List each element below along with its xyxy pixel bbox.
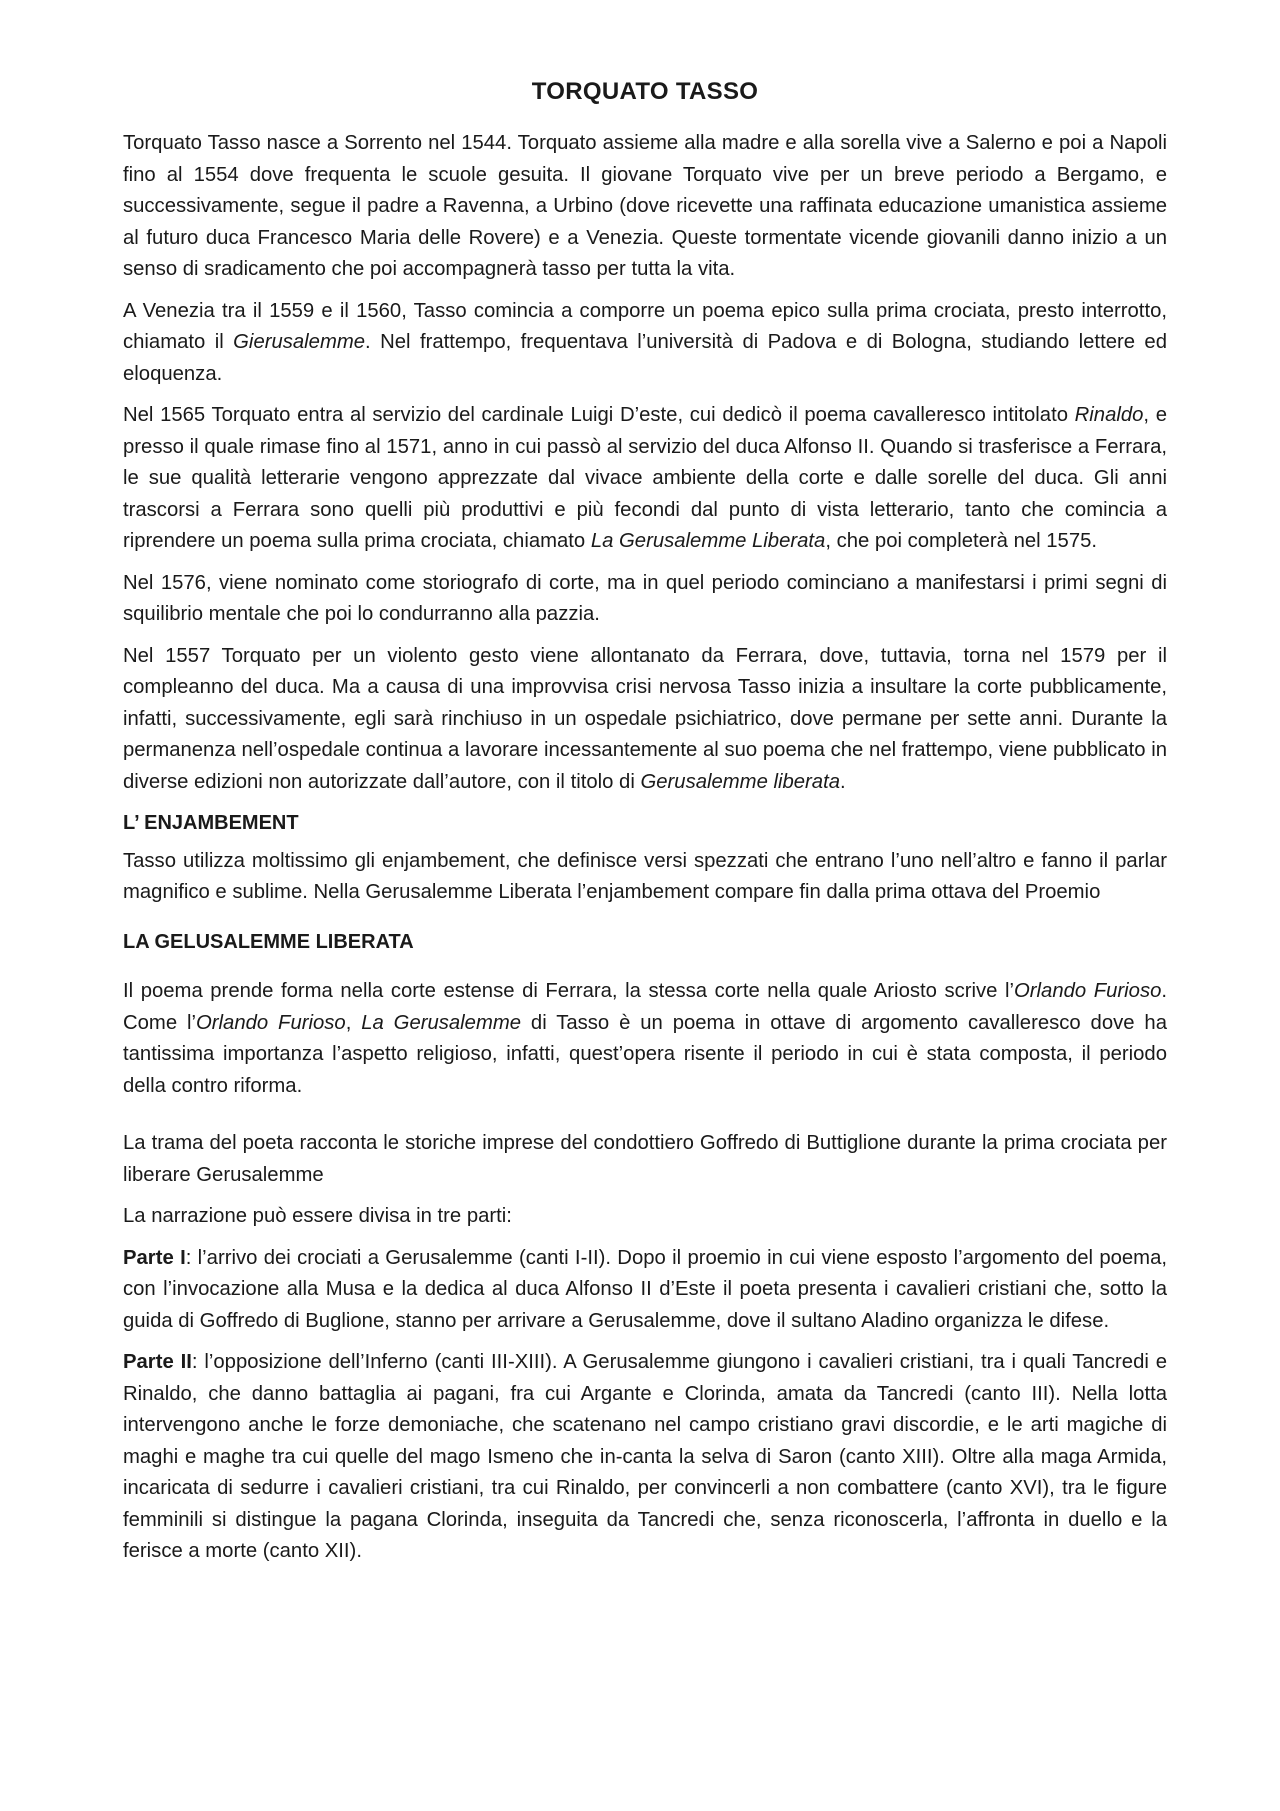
- paragraph-biography-youth: Torquato Tasso nasce a Sorrento nel 1544. Torquato assieme alla madre e alla sorella vive a Salerno e poi a Napoli fino al 1554 dove frequenta le scuole gesuita. Il giovane Torquato vive per un breve periodo a Bergamo, e successivamente, segue il padre a Ravenna, a Urbino (dove ricevette una raffinata educazione umanistica assieme al futuro duca Francesco Maria delle Rovere) e a Venezia. Queste tormentate vicende giovanili danno inizio a un senso di sradicamento che poi accompagnerà tasso per tutta la vita.: [123, 132, 1167, 280]
- text-run: : l’opposizione dell’Inferno (canti III-XIII). A Gerusalemme giungono i cavalieri cristiani, tra i quali Tancredi e Rinaldo, che danno battaglia ai pagani, fra cui Argante e Clorinda, amata da Tancredi (canto III). Nella lotta intervengono anche le forze demoniache, che scatenano nel campo cristiano gravi discordie, e le arti magiche di maghi e maghe tra cui quelle del mago Ismeno che in-canta la selva di Saron (canto XIII). Oltre alla maga Armida, incaricata di sedurre i cavalieri cristiani, tra cui Rinaldo, per convincerli a non combattere (canto XVI), tra le figure femminili si distingue la pagana Clorinda, inseguita da Tancredi che, senza riconoscerla, l’affronta in duello e la ferisce a morte (canto XII).: [123, 1351, 1167, 1562]
- document-title: TORQUATO TASSO: [531, 78, 759, 105]
- text-run: .: [840, 770, 846, 793]
- text-run: . Nel frattempo, frequentava l’università di Padova e di Bologna, studiando lettere ed eloquenza.: [123, 331, 1167, 385]
- text-run: Il poema prende forma nella corte estense di Ferrara, la stessa corte nella quale Ariosto scrive l’: [123, 980, 1015, 1002]
- paragraph-parte-1: [123, 1243, 1167, 1338]
- italic-title-orlando-furioso: Orlando Furioso: [1014, 980, 1162, 1002]
- text-run: : l’arrivo dei crociati a Gerusalemme (canti I-II). Dopo il proemio in cui viene esposto l’argomento del poema, con l’invocazione alla Musa e la dedica al duca Alfonso II d’Este il poeta presenta i cavalieri cristiani che, sotto la guida di Goffredo di Buglione, stanno per arrivare a Gerusalemme, dove il sultano Aladino organizza le difese.: [123, 1246, 1167, 1332]
- text-run: A Venezia tra il 1559 e il 1560, Tasso comincia a comporre un poema epico sulla prima crociata, presto interrotto, chiamato il: [123, 299, 1167, 353]
- heading-enjambement: L’ ENJAMBEMENT: [123, 812, 299, 834]
- paragraph-narrazione: La narrazione può essere divisa in tre parti:: [123, 1205, 512, 1227]
- paragraph-ospedale: [123, 641, 1167, 799]
- italic-title-gierusalemme: Gierusalemme: [233, 331, 366, 353]
- paragraph-parte-2: [123, 1347, 1167, 1568]
- part-label: Parte I: [123, 1246, 186, 1269]
- paragraph-venice: [123, 296, 1167, 391]
- italic-title-orlando-furioso: Orlando Furioso: [196, 1011, 346, 1034]
- italic-title-gerusalemme-liberata: La Gerusalemme Liberata: [590, 530, 826, 552]
- document-page: [123, 78, 1167, 1578]
- paragraph-storiografo: Nel 1576, viene nominato come storiografo di corte, ma in quel periodo cominciano a manifestarsi i primi segni di squilibrio mentale che poi lo condurranno alla pazzia.: [123, 571, 1167, 625]
- text-run: ,: [345, 1011, 362, 1034]
- italic-title-la-gerusalemme: La Gerusalemme: [361, 1011, 522, 1034]
- paragraph-poema-forma: [123, 976, 1167, 1102]
- paragraph-ferrara: [123, 400, 1167, 558]
- text-run: Nel 1565 Torquato entra al servizio del cardinale Luigi D’este, cui dedicò il poema cavalleresco intitolato: [123, 404, 1075, 426]
- paragraph-trama: La trama del poeta racconta le storiche imprese del condottiero Goffredo di Buttiglione durante la prima crociata per liberare Gerusalemme: [123, 1132, 1167, 1186]
- text-run: di Tasso è un poema in ottave di argomento cavalleresco dove ha tantissima importanza l’aspetto religioso, infatti, quest’opera risente il periodo in cui è stata composta, il periodo della contro riforma.: [123, 1011, 1167, 1097]
- text-run: , e presso il quale rimase fino al 1571, anno in cui passò al servizio del duca Alfonso II. Quando si trasferisce a Ferrara, le sue qualità letterarie vengono apprezzate dal vivace ambiente della corte e dalle sorelle del duca. Gli anni trascorsi a Ferrara sono quelli più produttivi e più fecondi dal punto di vista letterario, tanto che comincia a riprendere un poema sulla prima crociata, chiamato: [123, 404, 1167, 552]
- text-run: Nel 1557 Torquato per un violento gesto viene allontanato da Ferrara, dove, tuttavia, torna nel 1579 per il compleanno del duca. Ma a causa di una improvvisa crisi nervosa Tasso inizia a insultare la corte pubblicamente, infatti, successivamente, egli sarà rinchiuso in un ospedale psichiatrico, dove permane per sette anni. Durante la permanenza nell’ospedale continua a lavorare incessantemente al suo poema che nel frattempo, viene pubblicato in diverse edizioni non autorizzate dall’autore, con il titolo di: [123, 644, 1167, 793]
- italic-title-rinaldo: Rinaldo: [1074, 404, 1144, 426]
- paragraph-enjambement: Tasso utilizza moltissimo gli enjambement, che definisce versi spezzati che entrano l’uno nell’altro e fanno il parlar magnifico e sublime. Nella Gerusalemme Liberata l’enjambement compare fin dalla prima ottava del Proemio: [123, 849, 1167, 903]
- text-run: . Come l’: [123, 980, 1168, 1034]
- heading-gerusalemme-liberata: LA GELUSALEMME LIBERATA: [123, 930, 414, 953]
- text-run: , che poi completerà nel 1575.: [825, 530, 1098, 552]
- italic-title-gerusalemme-liberata: Gerusalemme liberata: [640, 770, 840, 793]
- part-label: Parte II: [123, 1351, 192, 1373]
